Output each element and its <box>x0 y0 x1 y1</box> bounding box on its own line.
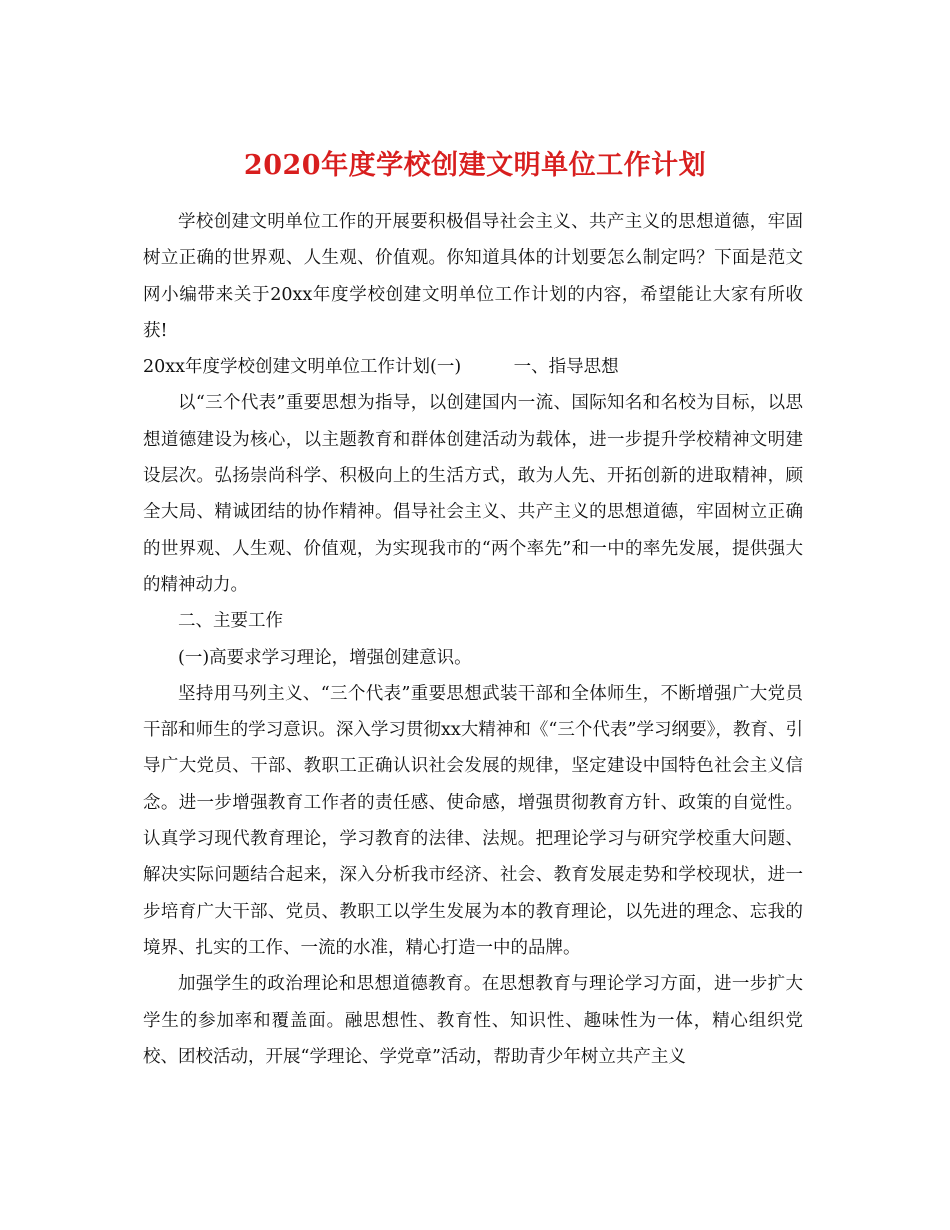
intro-paragraph: 学校创建文明单位工作的开展要积极倡导社会主义、共产主义的思想道德，牢固树立正确的世界观、人生观、价值观。你知道具体的计划要怎么制定吗？下面是范文网小编带来关于20xx年度学校创建文明单位工作计划的内容，希望能让大家有所收获! <box>143 212 803 341</box>
document-body <box>143 204 803 1075</box>
document-title: 2020年度学校创建文明单位工作计划 <box>243 150 707 182</box>
subsection-heading-theory-study: (一)高要求学习理论，增强创建意识。 <box>178 647 472 668</box>
guiding-ideology-paragraph: 以“三个代表”重要思想为指导，以创建国内一流、国际知名和名校为目标，以思想道德建设为核心，以主题教育和群体创建活动为载体，进一步提升学校精神文明建设层次。弘扬崇尚科学、积极向上的生活方式，敢为人先、开拓创新的进取精神，顾全大局、精诚团结的协作精神。倡导社会主义、共产主义的思想道德，牢固树立正确的世界观、人生观、价值观，为实现我市的“两个率先”和一中的率先发展，提供强大的精神动力。 <box>143 393 803 595</box>
plan-heading-line: 20xx年度学校创建文明单位工作计划(一) 一、指导思想 <box>143 357 619 378</box>
theory-study-paragraph: 坚持用马列主义、“三个代表”重要思想武装干部和全体师生，不断增强广大党员干部和师生的学习意识。深入学习贯彻xx大精神和《“三个代表”学习纲要》，教育、引导广大党员、干部、教职工正确认识社会发展的规律，坚定建设中国特色社会主义信念。进一步增强教育工作者的责任感、使命感，增强贯彻教育方针、政策的自觉性。认真学习现代教育理论，学习教育的法律、法规。把理论学习与研究学校重大问题、解决实际问题结合起来，深入分析我市经济、社会、教育发展走势和学校现状，进一步培育广大干部、党员、教职工以学生发展为本的教育理论，以先进的理念、忘我的境界、扎实的工作、一流的水准，精心打造一中的品牌。 <box>143 683 803 958</box>
student-education-paragraph: 加强学生的政治理论和思想道德教育。在思想教育与理论学习方面，进一步扩大学生的参加率和覆盖面。融思想性、教育性、知识性、趣味性为一体，精心组织党校、团校活动，开展“学理论、学党章”活动，帮助青少年树立共产主义 <box>143 974 803 1067</box>
section-heading-main-work: 二、主要工作 <box>178 611 283 632</box>
